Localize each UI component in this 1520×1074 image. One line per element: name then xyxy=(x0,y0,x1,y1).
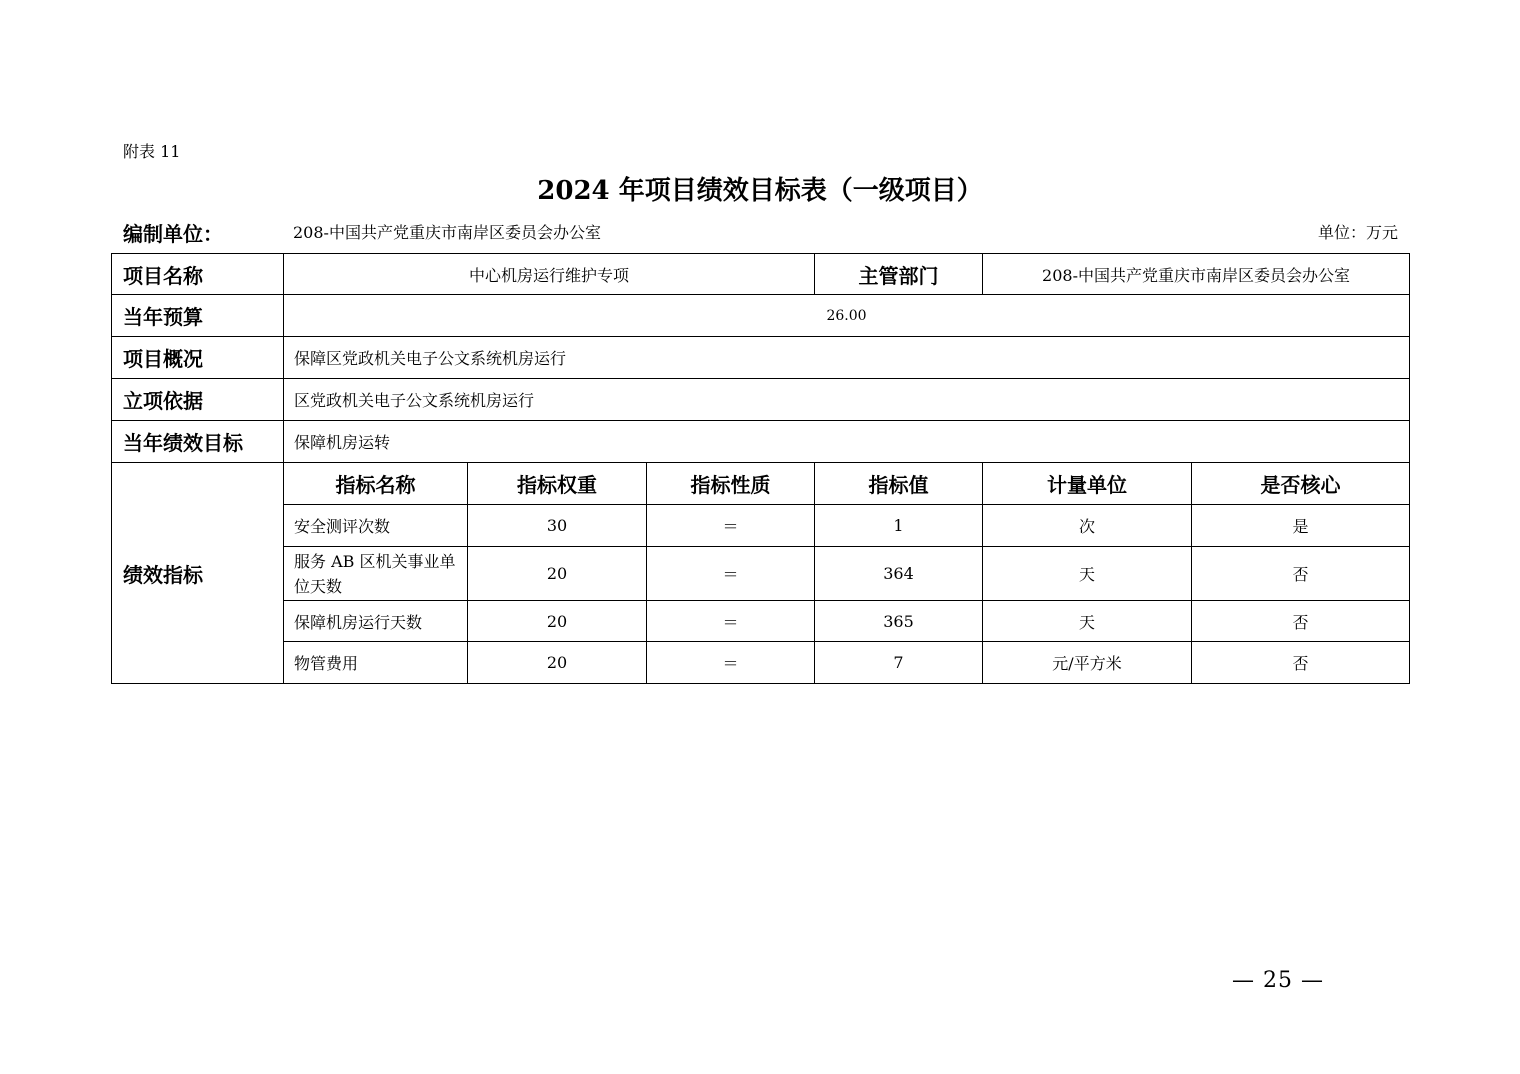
indicator-unit: 天 xyxy=(983,601,1192,642)
indicator-weight: 20 xyxy=(468,642,647,684)
indicator-value: 365 xyxy=(815,601,983,642)
indicator-core: 否 xyxy=(1192,642,1410,684)
indicator-unit: 元/平方米 xyxy=(983,642,1192,684)
budget-row xyxy=(112,295,1410,337)
indicator-name: 安全测评次数 xyxy=(284,505,468,547)
indicator-value: 364 xyxy=(815,547,983,601)
goal-row xyxy=(112,421,1410,463)
header-measure-unit: 计量单位 xyxy=(983,463,1192,505)
indicator-header-row xyxy=(112,463,1410,505)
indicator-nature: ＝ xyxy=(647,547,815,601)
budget-label: 当年预算 xyxy=(112,295,284,337)
indicator-nature: ＝ xyxy=(647,505,815,547)
indicator-weight: 20 xyxy=(468,547,647,601)
basis-row xyxy=(112,379,1410,421)
indicator-weight: 30 xyxy=(468,505,647,547)
unit-label: 单位：万元 xyxy=(1317,223,1398,242)
header-indicator-nature: 指标性质 xyxy=(647,463,815,505)
annex-label: 附表 11 xyxy=(123,142,181,161)
indicator-unit: 次 xyxy=(983,505,1192,547)
indicator-nature: ＝ xyxy=(647,601,815,642)
indicator-core: 否 xyxy=(1192,601,1410,642)
indicator-weight: 20 xyxy=(468,601,647,642)
indicator-name: 物管费用 xyxy=(284,642,468,684)
indicator-nature: ＝ xyxy=(647,642,815,684)
page-number: — 25 — xyxy=(1232,968,1324,993)
header-indicator-weight: 指标权重 xyxy=(468,463,647,505)
goal-value: 保障机房运转 xyxy=(284,421,1410,463)
org-label: 编制单位： xyxy=(123,222,223,246)
overview-label: 项目概况 xyxy=(112,337,284,379)
org-value: 208-中国共产党重庆市南岸区委员会办公室 xyxy=(293,223,601,242)
header-indicator-name: 指标名称 xyxy=(284,463,468,505)
basis-label: 立项依据 xyxy=(112,379,284,421)
header-indicator-value: 指标值 xyxy=(815,463,983,505)
indicators-label: 绩效指标 xyxy=(112,463,284,684)
indicator-value: 7 xyxy=(815,642,983,684)
table-row xyxy=(112,642,1410,684)
indicator-core: 否 xyxy=(1192,547,1410,601)
indicator-value: 1 xyxy=(815,505,983,547)
indicator-name: 服务 AB 区机关事业单位天数 xyxy=(284,547,468,601)
table-row xyxy=(112,547,1410,601)
project-name-row xyxy=(112,254,1410,295)
table-row xyxy=(112,505,1410,547)
page-title: 2024 年项目绩效目标表（一级项目） xyxy=(537,176,983,206)
goal-label: 当年绩效目标 xyxy=(112,421,284,463)
project-name-value: 中心机房运行维护专项 xyxy=(284,254,815,295)
budget-value: 26.00 xyxy=(284,295,1410,337)
dept-label: 主管部门 xyxy=(815,254,983,295)
table-row xyxy=(112,601,1410,642)
overview-value: 保障区党政机关电子公文系统机房运行 xyxy=(284,337,1410,379)
indicator-core: 是 xyxy=(1192,505,1410,547)
basis-value: 区党政机关电子公文系统机房运行 xyxy=(284,379,1410,421)
dept-value: 208-中国共产党重庆市南岸区委员会办公室 xyxy=(983,254,1410,295)
performance-table xyxy=(111,253,1410,684)
overview-row xyxy=(112,337,1410,379)
project-name-label: 项目名称 xyxy=(112,254,284,295)
indicator-unit: 天 xyxy=(983,547,1192,601)
header-is-core: 是否核心 xyxy=(1192,463,1410,505)
indicator-name: 保障机房运行天数 xyxy=(284,601,468,642)
